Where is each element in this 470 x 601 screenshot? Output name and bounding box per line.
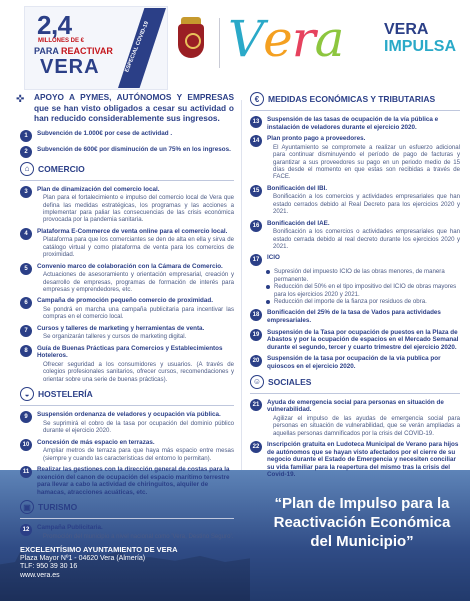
measure-item: [250, 254, 460, 266]
measure-body: [37, 130, 234, 142]
measure-number: 9: [20, 411, 32, 423]
measure-number: 5: [20, 263, 32, 275]
measure-item: [20, 146, 234, 158]
measure-number: 17: [250, 254, 262, 266]
divider: [20, 518, 234, 519]
measure-title: Realizar las gestiones con la dirección general de costas para la exención del canon de ocupación del espacio marítimo terrestre para llevar a cabo la actividad de chiringuitos, alquiler de hamacas, atracciones acuáticas, etc.: [37, 465, 230, 496]
section-title-text: SOCIALES: [268, 376, 312, 387]
measure-number: 15: [250, 185, 262, 197]
measure-body: [37, 297, 234, 320]
badge-ribbon-text: ESPECIAL COVID-19: [124, 20, 151, 74]
measure-title: Suspensión de las tasas de ocupación de la vía pública e instalación de veladores durante el ejercicio 2020.: [267, 116, 439, 131]
people-icon: ☺: [250, 375, 264, 389]
wordmark-line-1: VERA: [384, 21, 429, 38]
measure-number: 16: [250, 220, 262, 232]
footer-contact: [20, 546, 178, 580]
badge-unit: MILLONES DE €: [38, 38, 85, 44]
header: [0, 0, 470, 92]
measure-number: 12: [20, 524, 32, 536]
footer-phone: TLF: 950 39 30 16: [20, 563, 78, 570]
measure-item: [20, 130, 234, 142]
measure-title: Suspensión ordenanza de veladores y ocupación vía pública.: [37, 411, 221, 419]
bullet-text: Reducción del 50% en el tipo impositivo del ICIO de obras mayores para los ejercicios 2020 y 2021.: [274, 283, 457, 298]
social-list: [250, 399, 460, 479]
icio-bullet: [266, 283, 460, 298]
measure-item: [20, 228, 234, 259]
measure-number: 21: [250, 399, 262, 411]
section-title-text: TURISMO: [38, 502, 78, 513]
bullet-dot-icon: [266, 285, 270, 289]
measure-number: 11: [20, 466, 32, 478]
turismo-list: [20, 524, 234, 540]
measure-title: Concesión de más espacio en terrazas.: [37, 438, 155, 446]
measure-item: [20, 325, 234, 341]
measure-body: [267, 254, 460, 266]
measure-body: [37, 466, 234, 496]
measure-description: El Ayuntamiento se compromete a realizar un esfuerzo adicional para continuar disminuyendo el período de pago de facturas y garantizar a sus proveedores su pago en un periodo medio de 15 días desde el momento en que estas son recibidas a través de FACE.: [273, 143, 460, 181]
measure-item: [250, 116, 460, 131]
divider: [250, 393, 460, 394]
section-title-text: COMERCIO: [38, 163, 85, 174]
right-column: [250, 92, 460, 483]
measure-title: Suspensión de la tasa por ocupación de la vía publica por quioscos en el ejercicio 2020.: [267, 355, 441, 371]
measure-item: [20, 345, 234, 383]
measure-number: 8: [20, 345, 32, 357]
measure-item: [20, 263, 234, 294]
measure-item: [20, 439, 234, 462]
measure-description: Agilizar el impulso de las ayudas de emergencia social para personas en situación de vulnerabilidad, que se verán ampliadas a aquellas personas damnificados por la crisis del COVID-19.: [273, 414, 460, 437]
measure-title: Subvención de 600€ por disminución de un 75% en los ingresos.: [37, 145, 231, 153]
measure-description: Ofrecer seguridad a los consumidores y usuarios. (A través de colegios profesionales sanitarios, ofrecer cursos, recomendaciones y orientar sobre una serie de buenas prácticas).: [43, 360, 234, 383]
measure-body: [267, 220, 460, 251]
comercio-list: [20, 186, 234, 384]
measure-item: [250, 185, 460, 216]
economic-list-2: [250, 309, 460, 370]
measure-title: Bonificación del 25% de la tasa de Vados para actividades empresariales.: [267, 309, 441, 325]
measure-item: [250, 135, 460, 181]
vera-logo-letter: a: [314, 10, 344, 68]
measure-title: Inscripción gratuita en Ludoteca Municipal de Verano para hijos de autónomos que se hayan visto afectados por el cierre de su negocio durante el Estado de Emergencia y necesiten conciliar su vida familiar para la reapertura del mismo tras la crisis del Covid-19.: [267, 441, 459, 479]
measure-body: [267, 135, 460, 181]
measure-body: [267, 116, 460, 131]
measure-description: Se organizarán talleres y cursos de marketing digital.: [43, 333, 187, 341]
footer-address: Plaza Mayor Nº1 - 04620 Vera (Almería): [20, 554, 146, 562]
handshake-icon: ✜: [16, 94, 25, 105]
measure-title: Cursos y talleres de marketing y herramientas de venta.: [37, 324, 205, 332]
intro-block: [16, 92, 234, 124]
measure-number: 3: [20, 186, 32, 198]
measure-title: Plataforma E-Commerce de venta online para el comercio local.: [37, 227, 228, 235]
measure-item: [250, 309, 460, 324]
plan-quote: “Plan de Impulso para la Reactivación Económica del Municipio”: [273, 495, 451, 550]
coat-of-arms-icon: [178, 24, 204, 58]
footer-web[interactable]: www.vera.es: [20, 571, 60, 579]
measure-title: Guía de Buenas Prácticas para Comercios y Establecimientos Hoteleros.: [37, 344, 223, 360]
measure-title: Plan de dinamización del comercio local.: [37, 185, 160, 193]
section-title-text: MEDIDAS ECONÓMICAS Y TRIBUTARIAS: [268, 94, 436, 104]
measure-title: Bonificación del IBI.: [267, 184, 328, 192]
measure-description: Bonificación a los comercios o actividades empresariales que han estado cerrada debido al real decreto durante los ejercicios 2020 y 2021.: [273, 228, 460, 251]
section-hosteleria: [20, 387, 234, 401]
measure-item: [20, 466, 234, 496]
badge-amount: 2,4: [37, 10, 72, 40]
measure-number: 22: [250, 441, 262, 453]
measure-item: [250, 441, 460, 479]
measure-number: 18: [250, 309, 262, 321]
intro-text: APOYO A PYMES, AUTÓNOMOS Y EMPRESAS que se han visto obligados a cesar su actividad o han reducido considerablemente sus ingresos.: [34, 92, 234, 123]
measure-number: 1: [20, 130, 32, 142]
bullet-text: Reducción del importe de la fianza por residuos de obra.: [274, 298, 427, 306]
measure-description: Se suprimirá el cobro de la tasa por ocupación del dominio público durante el ejercicio 2020.: [43, 419, 234, 435]
divider: [20, 405, 234, 406]
measure-item: [250, 220, 460, 251]
vera-logo-letter: e: [263, 10, 292, 68]
measure-item: [250, 399, 460, 437]
measure-number: 7: [20, 325, 32, 337]
measure-number: 19: [250, 329, 262, 341]
measure-body: [37, 146, 234, 158]
measure-body: [267, 355, 460, 370]
suitcase-icon: ▣: [20, 500, 34, 514]
section-title-text: HOSTELERÍA: [38, 389, 93, 400]
section-comercio: [20, 162, 234, 176]
logo-divider: [219, 18, 220, 68]
measure-description: Plan para el fortalecimiento e impulso del comercio local de Vera que defina las medidas estratégicas, los programas y las acciones a implementar para paliar las consecuencias de las crisis económica provocada por la pandemia sanitaria.: [43, 194, 234, 224]
measure-item: [250, 355, 460, 370]
measure-title: Bonificación del IAE.: [267, 219, 330, 227]
measure-body: [267, 185, 460, 216]
dish-icon: ◒: [20, 387, 34, 401]
measure-title: ICIO: [267, 254, 280, 262]
measure-body: [267, 399, 460, 437]
left-column: [16, 92, 234, 544]
column-divider: [241, 100, 242, 480]
measure-number: 14: [250, 135, 262, 147]
measure-item: [250, 329, 460, 352]
measure-description: Bonificación a los comercios y actividades empresariales que han estado cerrados debido al Real Decreto para los ejercicios 2020 y 2021.: [273, 193, 460, 216]
icio-bullet: [266, 268, 460, 283]
divider: [20, 180, 234, 181]
measure-number: 10: [20, 439, 32, 451]
measure-number: 2: [20, 146, 32, 158]
badge-reactivar: REACTIVAR: [61, 46, 113, 56]
measure-body: [37, 345, 234, 383]
icio-bullets: [264, 268, 460, 305]
measure-item: [20, 297, 234, 320]
measure-description: Ampliar metros de terraza para que haya más espacio entre mesas (siempre y cuando las características del entorno lo permitan).: [43, 447, 234, 462]
vera-logo: [228, 10, 343, 68]
measure-title: Ayuda de emergencia social para personas en situación de vulnerabilidad.: [267, 398, 444, 414]
bullet-text: Supresión del impuesto ICIO de las obras menores, de manera permanente.: [274, 268, 445, 283]
measure-number: 6: [20, 297, 32, 309]
badge-vera: VERA: [40, 56, 100, 78]
icio-bullet: [266, 298, 460, 305]
measure-number: 20: [250, 355, 262, 367]
measure-body: [37, 524, 234, 540]
measure-description: Se pondrá en marcha una campaña publicitaria para incentivar las compras en el comercio local.: [43, 305, 234, 321]
shop-icon: ⌂: [20, 162, 34, 176]
measure-body: [37, 263, 234, 294]
badge-para-word: PARA: [34, 46, 59, 56]
measure-body: [267, 329, 460, 352]
measure-title: Suspensión de la Tasa por ocupación de puestos en la Plaza de Abastos y por la ocupación de espacios en el Mercado Semanal durante el segundo, tercer y cuarto trimestre del ejercicio 2020.: [267, 328, 459, 351]
badge-para: [34, 46, 113, 56]
measure-item: [20, 524, 234, 540]
measure-item: [20, 411, 234, 434]
measure-title: Campaña de promoción pequeño comercio de proximidad.: [37, 297, 213, 305]
euro-icon: €: [250, 92, 264, 106]
vera-impulsa-wordmark: [384, 22, 456, 56]
section-turismo: [20, 500, 234, 514]
measure-number: 4: [20, 228, 32, 240]
measure-body: [37, 186, 234, 224]
section-social: [250, 375, 460, 389]
measure-description: Promoción del municipio a nivel nacional como 'Vera, Destino Seguro'.: [43, 532, 234, 540]
measure-title: Plan pronto pago a proveedores.: [267, 135, 366, 143]
vera-logo-letter: V: [228, 10, 264, 68]
divider: [250, 110, 460, 111]
measure-body: [37, 411, 234, 434]
measure-title: Subvención de 1.000€ por cese de actividad .: [37, 129, 173, 137]
vera-logo-letter: r: [291, 10, 315, 68]
measure-body: [267, 309, 460, 324]
bullet-dot-icon: [266, 270, 270, 274]
measure-description: Actuaciones de asesoramiento y orientación empresarial, creación y desarrollo de empresas, programas de formación de interés para empresas y emprendedores, etc.: [43, 271, 234, 293]
footer-org: EXCELENTÍSIMO AYUNTAMIENTO DE VERA: [20, 545, 178, 554]
measure-body: [37, 228, 234, 259]
subsidies-list: [20, 130, 234, 158]
measure-title: Campaña Publicitaria.: [37, 524, 103, 532]
wordmark-line-2: IMPULSA: [384, 38, 456, 55]
measure-item: [20, 186, 234, 224]
measure-body: [37, 325, 234, 341]
section-economic: [250, 92, 460, 106]
measure-title: Convenio marco de colaboración con la Cámara de Comercio.: [37, 262, 223, 270]
measure-number: 13: [250, 116, 262, 128]
economic-list: [250, 116, 460, 266]
measure-body: [267, 441, 460, 479]
measure-description: Plataforma para que los comerciantes se den de alta en ella y sirva de catálogo virtual y como plataforma de venta para los comercios de proximidad.: [43, 236, 234, 259]
measure-body: [37, 439, 234, 462]
hosteleria-list: [20, 411, 234, 496]
bullet-dot-icon: [266, 300, 270, 304]
